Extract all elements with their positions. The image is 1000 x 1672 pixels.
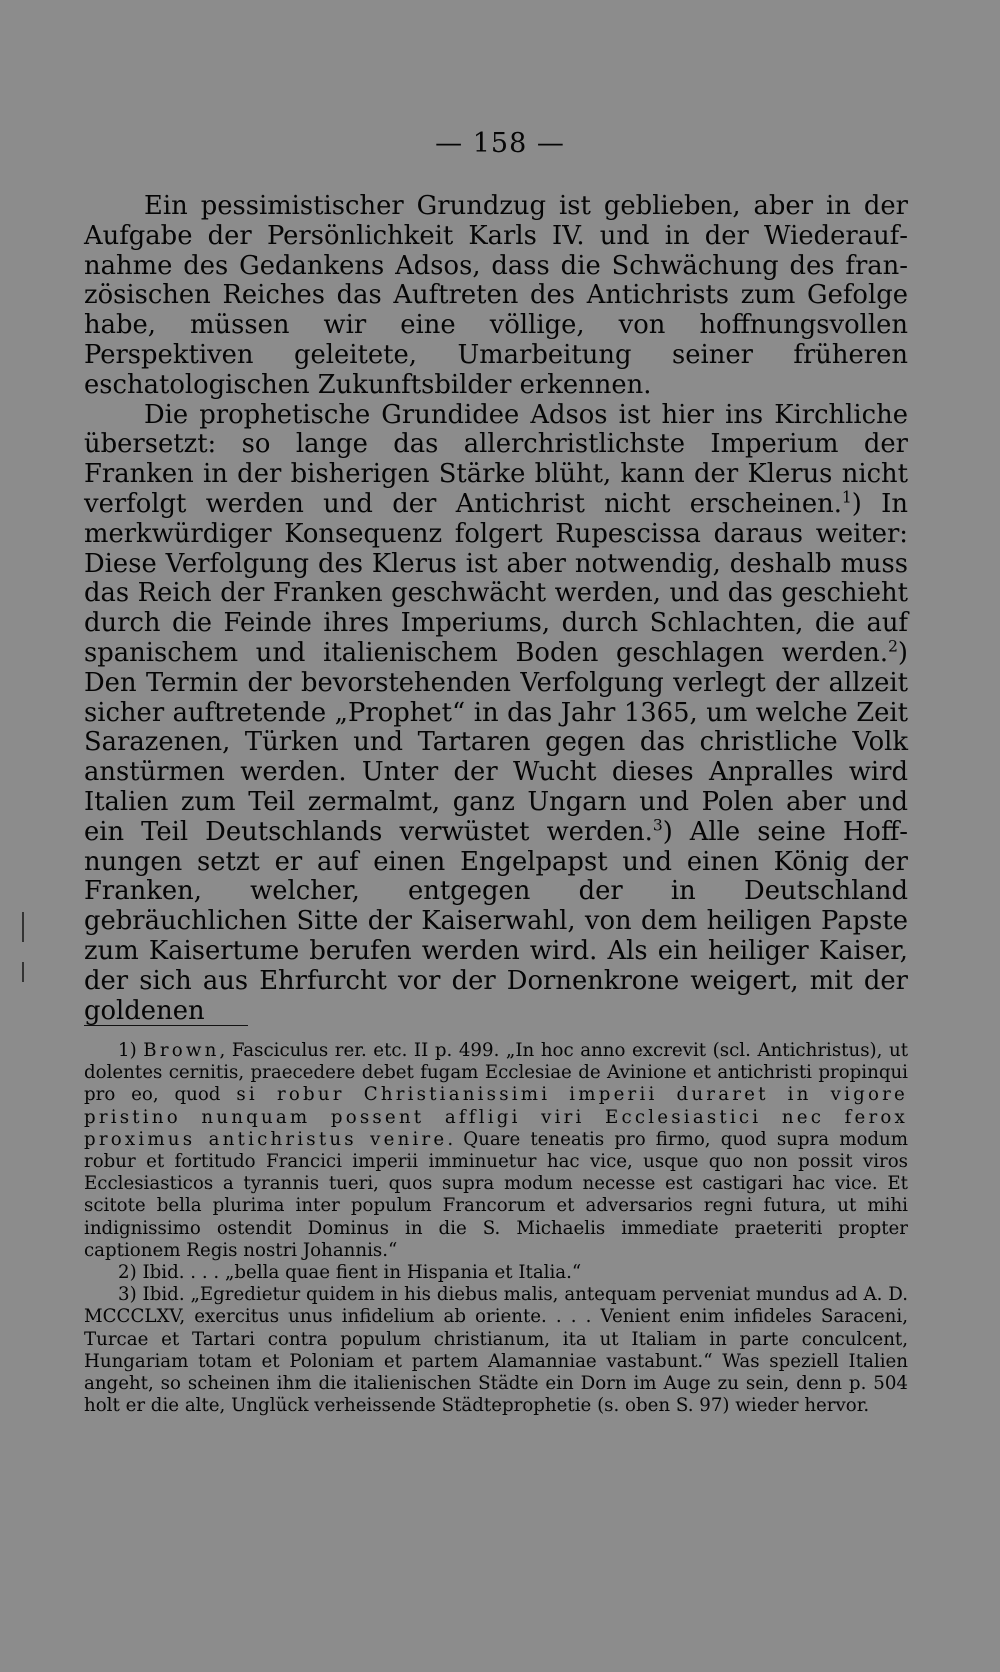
footnote-ref-1: 1 [841, 488, 852, 507]
footnote-1-text-b: . Quare teneatis pro firmo, quod supra modum robur et fortitudo Francici imperii imminuetur hac vice, usque quo non possit viros Ecclesiasticos a tyrannis tueri, quos supra modum necesse est castigari hac vice. Et scitote bella plurima inter populum Francorum et adversarios regni futura, ut mihi indignissimo ostendit Dominus in die S. Michaelis immediate praeteriti propter captionem Regis nostri Johannis.“ [84, 1128, 908, 1261]
footnote-2: 2) Ibid. . . . „bella quae fient in Hispania et Italia.“ [118, 1262, 582, 1284]
footnote-1 [84, 1040, 908, 1262]
footnote-ref-3: 3 [652, 816, 663, 835]
margin-mark [22, 962, 24, 982]
footnote-ref-2: 2 [888, 637, 898, 656]
footnote-3: 3) Ibid. „Egredietur quidem in his diebus malis, antequam perveniat mundus ad A. D. MCCCLXV, exercitus unus infidelium ab oriente. . . . Venient enim infideles Saraceni, Turcae et Tartari contra populum christianum, ita ut Italiam in parte conculcent, Hungariam totam et Poloniam et partem Alamanniae vastabunt.“ Was speziell Italien angeht, so scheinen ihm die italienischen Städte ein Dorn im Auge zu sein, denn p. 504 holt er die alte, Unglück verheissende Städteprophetie (s. oben S. 97) wieder hervor. [84, 1284, 908, 1417]
footnote-1-spaced-text: si robur Christianissimi imperii duraret in vigore pristino nunquam possent affligi viri Ecclesiastici nec ferox proximus antichristus venire [84, 1084, 908, 1150]
main-text [84, 192, 908, 1026]
paragraph-2-part-b: ) In merkwürdiger Konsequenz folgert Rupescissa daraus weiter: Diese Verfolgung des Klerus ist aber notwendig, deshalb muss das Reich der Franken geschwächt werden, und das geschieht durch die Feinde ihres Imperiums, durch Schlachten, die auf spanischem und italienischem Boden geschlagen werden. [84, 488, 908, 668]
footnotes [84, 1040, 908, 1417]
footnote-divider [84, 1025, 248, 1026]
footnote-1-author: Brown [143, 1040, 220, 1061]
margin-mark [22, 912, 24, 942]
page-number: — 158 — [435, 128, 565, 159]
footnote-1-text-a: , Fasciculus rer. etc. II p. 499. „In hoc anno excrevit (scl. Antichristus), ut dolentes cernitis, praecedere debet fugam Ecclesiae de Avinione et antichristi propinqui pro eo, quod [84, 1040, 908, 1106]
paragraph-2 [84, 401, 908, 1027]
paragraph-1: Ein pessimistischer Grundzug ist geblieben, aber in der Aufgabe der Persönlichkeit Karls IV. und in der Wiederaufnahme des Gedankens Adsos, dass die Schwächung des französischen Reiches das Auftreten des Antichrists zum Gefolge habe, müssen wir eine völlige, von hoffnungsvollen Perspektiven geleitete, Umarbeitung seiner früheren eschatologischen Zukunftsbilder erkennen. [84, 191, 908, 400]
footnote-1-label: 1) [118, 1040, 144, 1061]
paragraph-2-part-a: Die prophetische Grundidee Adsos ist hier ins Kirchliche übersetzt: so lange das allerchristlichste Imperium der Franken in der bisherigen Stärke blüht, kann der Klerus nicht verfolgt werden und der Antichrist nicht erscheinen. [84, 399, 908, 519]
paragraph-2-part-c: ) Den Termin der bevorstehenden Verfolgung verlegt der allzeit sicher auftretende „Prophet“ in das Jahr 1365, um welche Zeit Sarazenen, Türken und Tartaren gegen das christliche Volk anstürmen werden. Unter der Wucht dieses Anpralles wird Italien zum Teil zermalmt, ganz Ungarn und Polen aber und ein Teil Deutschlands verwüstet werden. [84, 637, 908, 847]
paragraph-2-part-d: ) Alle seine Hoffnungen setzt er auf einen Engelpapst und einen König der Franken, welcher, entgegen der in Deutschland gebräuchlichen Sitte der Kaiserwahl, von dem heiligen Papste zum Kaisertume berufen werden wird. Als ein heiliger Kaiser, der sich aus Ehrfurcht vor der Dornenkrone weigert, mit der goldenen [84, 816, 908, 1026]
